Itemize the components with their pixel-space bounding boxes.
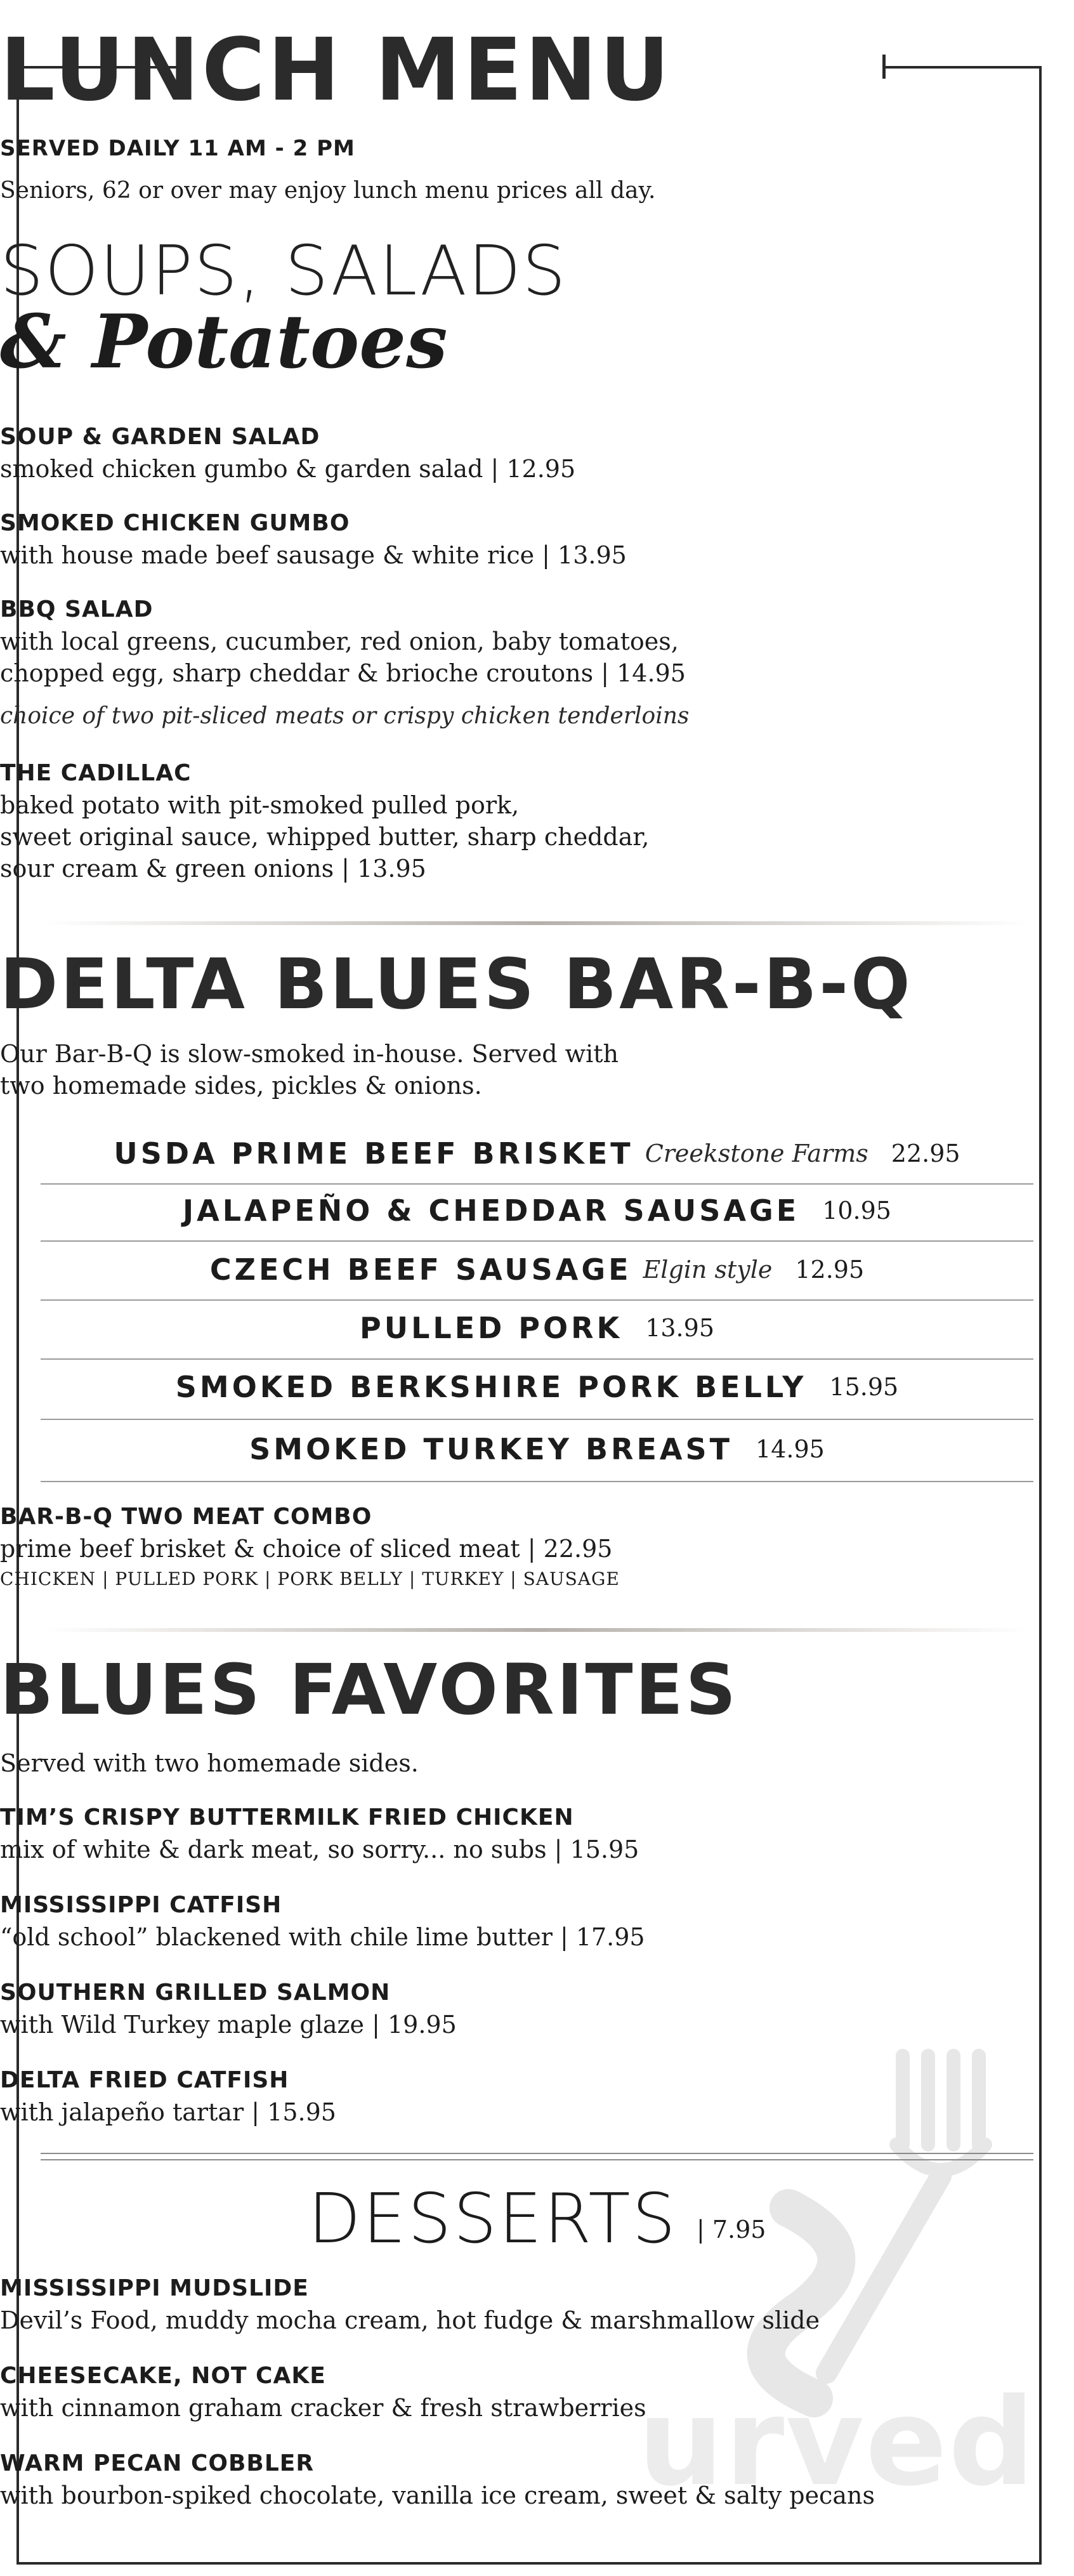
item-note: choice of two pit-sliced meats or crispy chicken tenderloins [0, 703, 690, 729]
bbq-item-turkey-breast [41, 1419, 1033, 1479]
item-desc: baked potato with pit-smoked pulled pork, [0, 791, 520, 819]
item-name: DELTA FRIED CATFISH [0, 2067, 289, 2093]
favorite-item-fried-catfish [0, 2065, 1074, 2128]
item-desc: smoked chicken gumbo & garden salad | 12.95 [0, 455, 576, 483]
menu-item-smoked-chicken-gumbo [0, 508, 1074, 571]
item-desc: chopped egg, sharp cheddar & brioche croutons | 14.95 [0, 659, 686, 687]
item-desc: sour cream & green onions | 13.95 [0, 855, 426, 883]
item-desc: with local greens, cucumber, red onion, baby tomatoes, [0, 628, 679, 655]
item-name: SOUP & GARDEN SALAD [0, 424, 320, 450]
menu-item-the-cadillac [0, 758, 1074, 884]
bbq-item-brisket [41, 1123, 1033, 1183]
item-name: SMOKED CHICKEN GUMBO [0, 510, 350, 536]
item-desc: sweet original sauce, whipped butter, sharp cheddar, [0, 823, 650, 851]
desserts-heading: DESSERTS [308, 2179, 678, 2259]
bbq-combo [0, 1501, 1074, 1594]
bbq-item-name: SMOKED TURKEY BREAST [249, 1431, 733, 1466]
section-divider-double [41, 2153, 1033, 2160]
section-divider [44, 1628, 1030, 1632]
item-name: THE CADILLAC [0, 760, 192, 786]
menu-item-soup-garden-salad [0, 421, 1074, 485]
item-desc: with house made beef sausage & white rice | 13.95 [0, 541, 627, 569]
dessert-item-cheesecake [0, 2360, 1074, 2424]
item-desc: with bourbon-spiked chocolate, vanilla ice cream, sweet & salty pecans [0, 2481, 875, 2509]
item-desc: prime beef brisket & choice of sliced meat | 22.95 [0, 1535, 613, 1563]
item-name: CHEESECAKE, NOT CAKE [0, 2363, 326, 2389]
favorite-item-fried-chicken [0, 1802, 1074, 1865]
bbq-item-note: Creekstone Farms [645, 1139, 868, 1167]
bbq-item-jalapeno-sausage [41, 1180, 1033, 1240]
dessert-item-pecan-cobbler [0, 2448, 1074, 2511]
item-desc: with jalapeño tartar | 15.95 [0, 2098, 336, 2126]
item-desc: with Wild Turkey maple glaze | 19.95 [0, 2011, 457, 2039]
item-name: TIM’S CRISPY BUTTERMILK FRIED CHICKEN [0, 1804, 574, 1830]
favorite-item-grilled-salmon [0, 1977, 1074, 2040]
bbq-item-price: 14.95 [756, 1435, 825, 1463]
bbq-item-price: 15.95 [829, 1372, 899, 1401]
bbq-item-price: 10.95 [822, 1196, 891, 1225]
favorite-item-mississippi-catfish [0, 1889, 1074, 1953]
item-desc: Devil’s Food, muddy mocha cream, hot fudge & marshmallow slide [0, 2306, 820, 2334]
item-name: BBQ SALAD [0, 596, 154, 622]
item-desc: “old school” blackened with chile lime butter | 17.95 [0, 1923, 645, 1951]
bbq-item-name: JALAPEÑO & CHEDDAR SAUSAGE [183, 1193, 800, 1228]
item-desc: mix of white & dark meat, so sorry... no subs | 15.95 [0, 1836, 639, 1863]
menu-item-bbq-salad [0, 594, 1074, 732]
item-name: MISSISSIPPI CATFISH [0, 1892, 282, 1918]
section-divider [44, 921, 1030, 925]
combo-options: CHICKEN | PULLED PORK | PORK BELLY | TURKEY | SAUSAGE [0, 1568, 620, 1589]
item-name: BAR-B-Q TWO MEAT COMBO [0, 1504, 372, 1530]
bbq-item-pulled-pork [41, 1298, 1033, 1358]
service-hours: SERVED DAILY 11 AM - 2 PM [0, 136, 355, 161]
item-name: WARM PECAN COBBLER [0, 2450, 315, 2476]
bbq-intro-line2: two homemade sides, pickles & onions. [0, 1072, 482, 1100]
desserts-heading-row [0, 2175, 1074, 2257]
soups-heading-line2: & Potatoes [0, 299, 448, 385]
bbq-item-note: Elgin style [643, 1255, 773, 1284]
dessert-item-mudslide [0, 2273, 1074, 2336]
page-title: LUNCH MENU [0, 20, 672, 121]
favorites-intro: Served with two homemade sides. [0, 1749, 419, 1777]
bbq-item-price: 13.95 [645, 1313, 714, 1342]
favorites-heading: BLUES FAVORITES [0, 1649, 738, 1730]
bbq-item-price: 12.95 [795, 1255, 865, 1284]
item-name: SOUTHERN GRILLED SALMON [0, 1980, 391, 2006]
bbq-item-price: 22.95 [891, 1139, 960, 1167]
bbq-item-name: CZECH BEEF SAUSAGE [209, 1252, 632, 1287]
bbq-item-name: USDA PRIME BEEF BRISKET [114, 1136, 634, 1171]
bbq-item-name: SMOKED BERKSHIRE PORK BELLY [175, 1369, 807, 1404]
bbq-heading: DELTA BLUES BAR-B-Q [0, 943, 913, 1025]
seniors-note: Seniors, 62 or over may enjoy lunch menu prices all day. [0, 178, 656, 204]
bbq-item-czech-sausage [41, 1239, 1033, 1299]
row-divider [41, 1481, 1033, 1482]
watermark-text: urved [638, 2372, 1036, 2513]
soups-heading-line1: SOUPS, SALADS [0, 232, 567, 311]
bbq-item-pork-belly [41, 1357, 1033, 1417]
bbq-intro-line1: Our Bar-B-Q is slow-smoked in-house. Served with [0, 1040, 619, 1068]
item-name: MISSISSIPPI MUDSLIDE [0, 2275, 309, 2301]
desserts-price: | 7.95 [696, 2216, 766, 2244]
item-desc: with cinnamon graham cracker & fresh strawberries [0, 2394, 646, 2422]
bbq-item-name: PULLED PORK [360, 1310, 623, 1345]
